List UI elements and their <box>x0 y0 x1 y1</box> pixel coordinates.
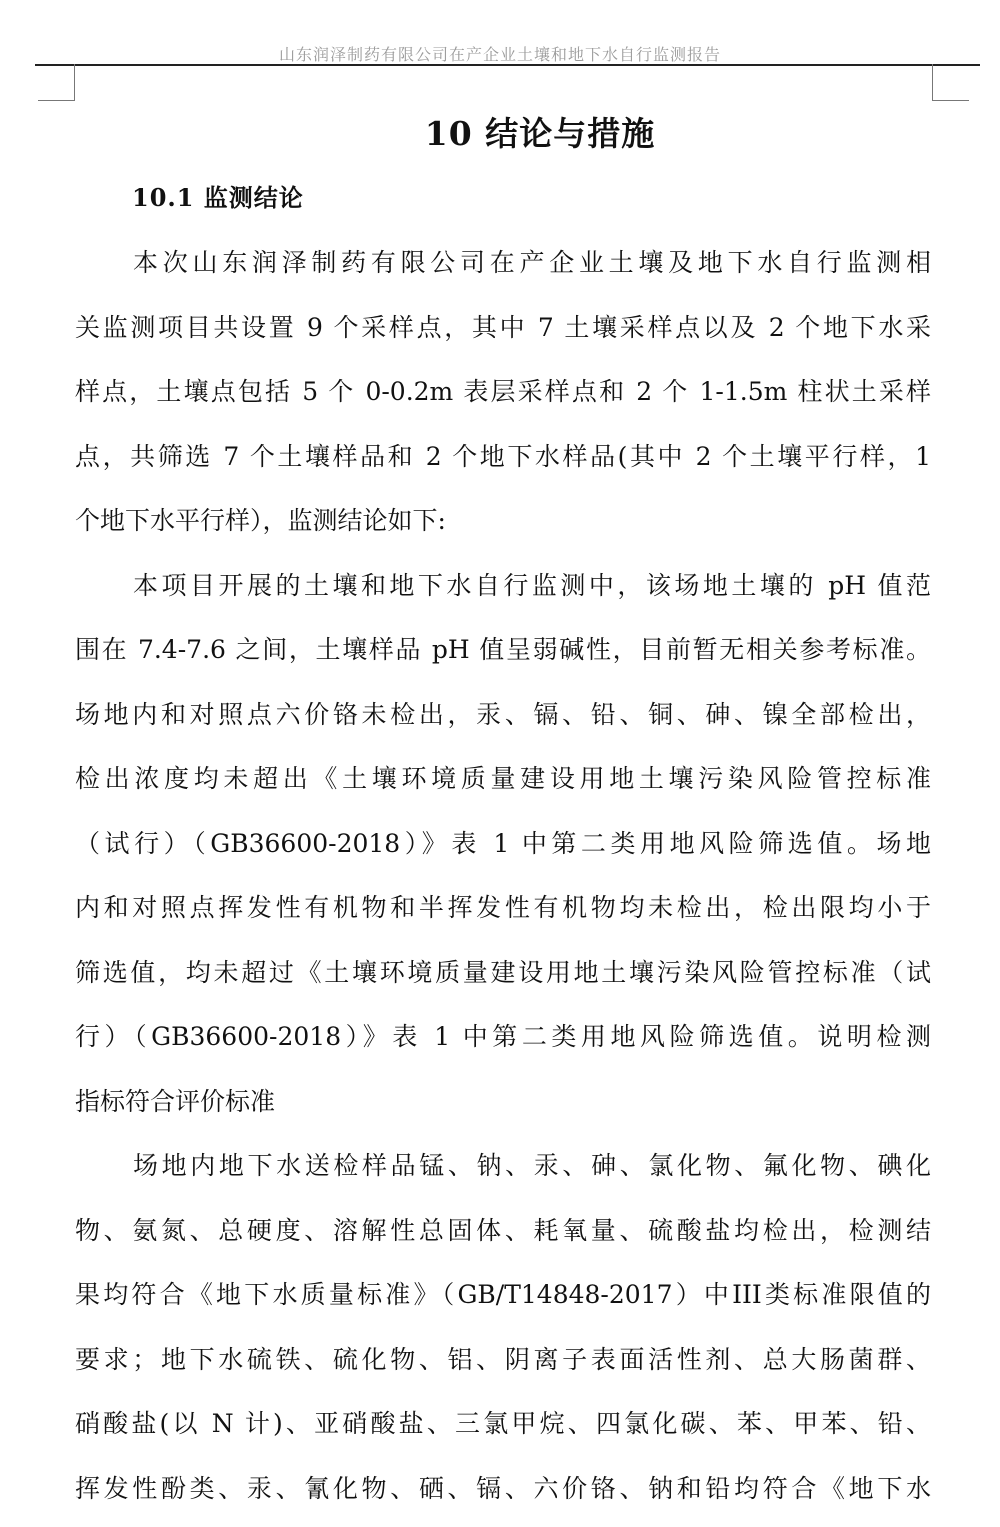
text-line: 要求；地下水硫铁、硫化物、铝、阴离子表面活性剂、总大肠菌群、 <box>75 1344 931 1374</box>
text-line: 检出浓度均未超出《土壤环境质量建设用地土壤污染风险管控标准 <box>75 764 931 793</box>
text-line: 关监测项目共设置 9 个采样点，其中 7 土壤采样点以及 2 个地下水采 <box>75 312 931 342</box>
section-heading: 10.1 监测结论 <box>132 183 304 212</box>
running-header: 山东润泽制药有限公司在产企业土壤和地下水自行监测报告 <box>278 45 721 64</box>
paragraph-2 <box>75 554 931 1135</box>
crop-mark-right <box>932 64 969 101</box>
paragraph-1 <box>75 231 931 554</box>
paragraph-3 <box>75 1134 931 1521</box>
text-line: （试行）（GB36600-2018）》表 1 中第二类用地风险筛选值。场地 <box>75 828 931 858</box>
text-line: 点，共筛选 7 个土壤样品和 2 个地下水样品(其中 2 个土壤平行样，1 <box>75 441 931 471</box>
text-line: 内和对照点挥发性有机物和半挥发性有机物均未检出，检出限均小于 <box>75 893 931 922</box>
text-line: 场地内和对照点六价铬未检出，汞、镉、铅、铜、砷、镍全部检出， <box>75 699 931 729</box>
text-line: 行）（GB36600-2018）》表 1 中第二类用地风险筛选值。说明检测 <box>75 1022 931 1051</box>
text-line: 个地下水平行样），监测结论如下: <box>75 506 446 535</box>
text-line: 指标符合评价标准 <box>75 1086 276 1116</box>
text-line: 物、氨氮、总硬度、溶解性总固体、耗氧量、硫酸盐均检出，检测结 <box>75 1215 931 1245</box>
chapter-title: 10 结论与措施 <box>424 114 656 153</box>
body-text <box>75 231 931 1521</box>
text-line: 围在 7.4-7.6 之间，土壤样品 pH 值呈弱碱性，目前暂无相关参考标准。 <box>75 635 931 664</box>
text-line: 场地内地下水送检样品锰、钠、汞、砷、氯化物、氟化物、碘化 <box>133 1151 931 1180</box>
text-line: 果均符合《地下水质量标准》（GB/T14848-2017）中III类标准限值的 <box>75 1280 931 1309</box>
text-line: 样点，土壤点包括 5 个 0-0.2m 表层采样点和 2 个 1-1.5m 柱状土采样 <box>75 377 931 406</box>
text-line: 硝酸盐(以 N 计)、亚硝酸盐、三氯甲烷、四氯化碳、苯、甲苯、铅、 <box>75 1409 931 1438</box>
header-rule <box>35 64 980 66</box>
text-line: 筛选值，均未超过《土壤环境质量建设用地土壤污染风险管控标准（试 <box>75 957 931 987</box>
text-line: 挥发性酚类、汞、氰化物、硒、镉、六价铬、钠和铅均符合《地下水 <box>75 1473 931 1503</box>
text-line: 本次山东润泽制药有限公司在产企业土壤及地下水自行监测相 <box>133 248 931 277</box>
crop-mark-left <box>38 64 75 101</box>
text-line: 本项目开展的土壤和地下水自行监测中，该场地土壤的 pH 值范 <box>133 570 931 600</box>
